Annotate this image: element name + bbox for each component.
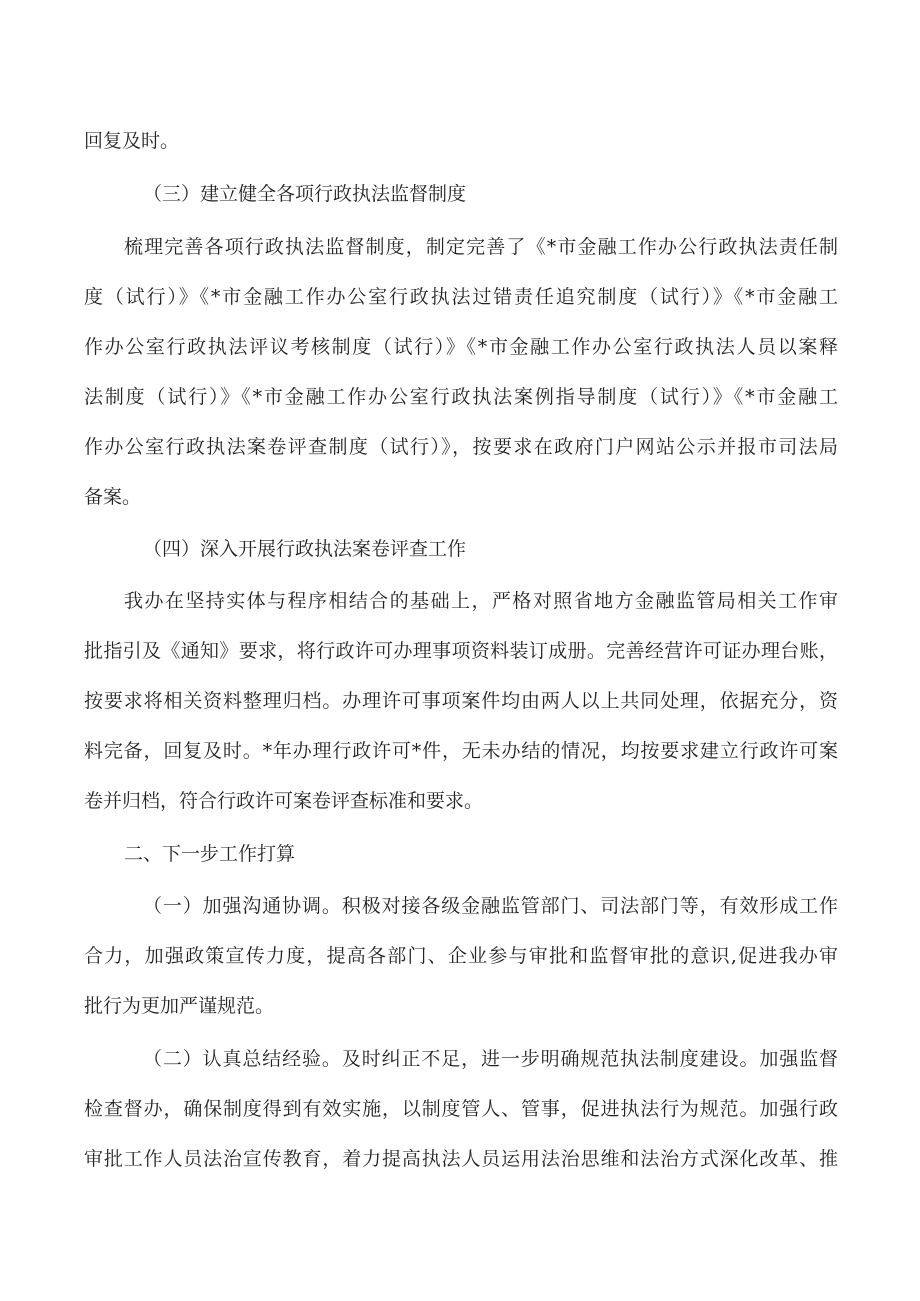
section-heading: （四）深入开展行政执法案卷评查工作 — [143, 538, 467, 560]
text-line: 梳理完善各项行政执法监督制度，制定完善了《*市金融工作办公行政执法责任制 — [124, 236, 838, 258]
text-line: 我办在坚持实体与程序相结合的基础上，严格对照省地方金融监管局相关工作审 — [124, 590, 838, 612]
text-line: 回复及时。 — [84, 130, 180, 152]
text-line: 法制度（试行）》《*市金融工作办公室行政执法案例指导制度（试行）》《*市金融工 — [84, 386, 838, 408]
text-line: （二）认真总结经验。及时纠正不足，进一步明确规范执法制度建设。加强监督 — [143, 1048, 838, 1070]
text-line: 批指引及《通知》要求，将行政许可办理事项资料装订成册。完善经营许可证办理台账， — [84, 640, 838, 662]
text-line: 检查督办，确保制度得到有效实施，以制度管人、管事，促进执法行为规范。加强行政 — [84, 1098, 838, 1120]
text-line: 卷并归档，符合行政许可案卷评查标准和要求。 — [84, 790, 484, 812]
text-line: 备案。 — [84, 486, 142, 508]
section-heading: （三）建立健全各项行政执法监督制度 — [143, 183, 467, 205]
text-line: 合力，加强政策宣传力度，提高各部门、企业参与审批和监督审批的意识,促进我办审 — [84, 945, 838, 967]
text-line: 批行为更加严谨规范。 — [84, 995, 275, 1017]
section-heading: 二、下一步工作打算 — [124, 843, 296, 865]
text-line: 作办公室行政执法评议考核制度（试行）》《*市金融工作办公室行政执法人员以案释 — [84, 336, 838, 358]
text-line: 度（试行）》《*市金融工作办公室行政执法过错责任追究制度（试行）》《*市金融工 — [84, 286, 838, 308]
text-line: 审批工作人员法治宣传教育，着力提高执法人员运用法治思维和法治方式深化改革、推 — [84, 1148, 838, 1170]
text-line: 作办公室行政执法案卷评查制度（试行）》，按要求在政府门户网站公示并报市司法局 — [84, 436, 838, 458]
text-line: （一）加强沟通协调。积极对接各级金融监管部门、司法部门等，有效形成工作 — [143, 895, 838, 917]
text-line: 按要求将相关资料整理归档。办理许可事项案件均由两人以上共同处理，依据充分，资 — [84, 690, 838, 712]
text-line: 料完备，回复及时。*年办理行政许可*件，无未办结的情况，均按要求建立行政许可案 — [84, 740, 838, 762]
